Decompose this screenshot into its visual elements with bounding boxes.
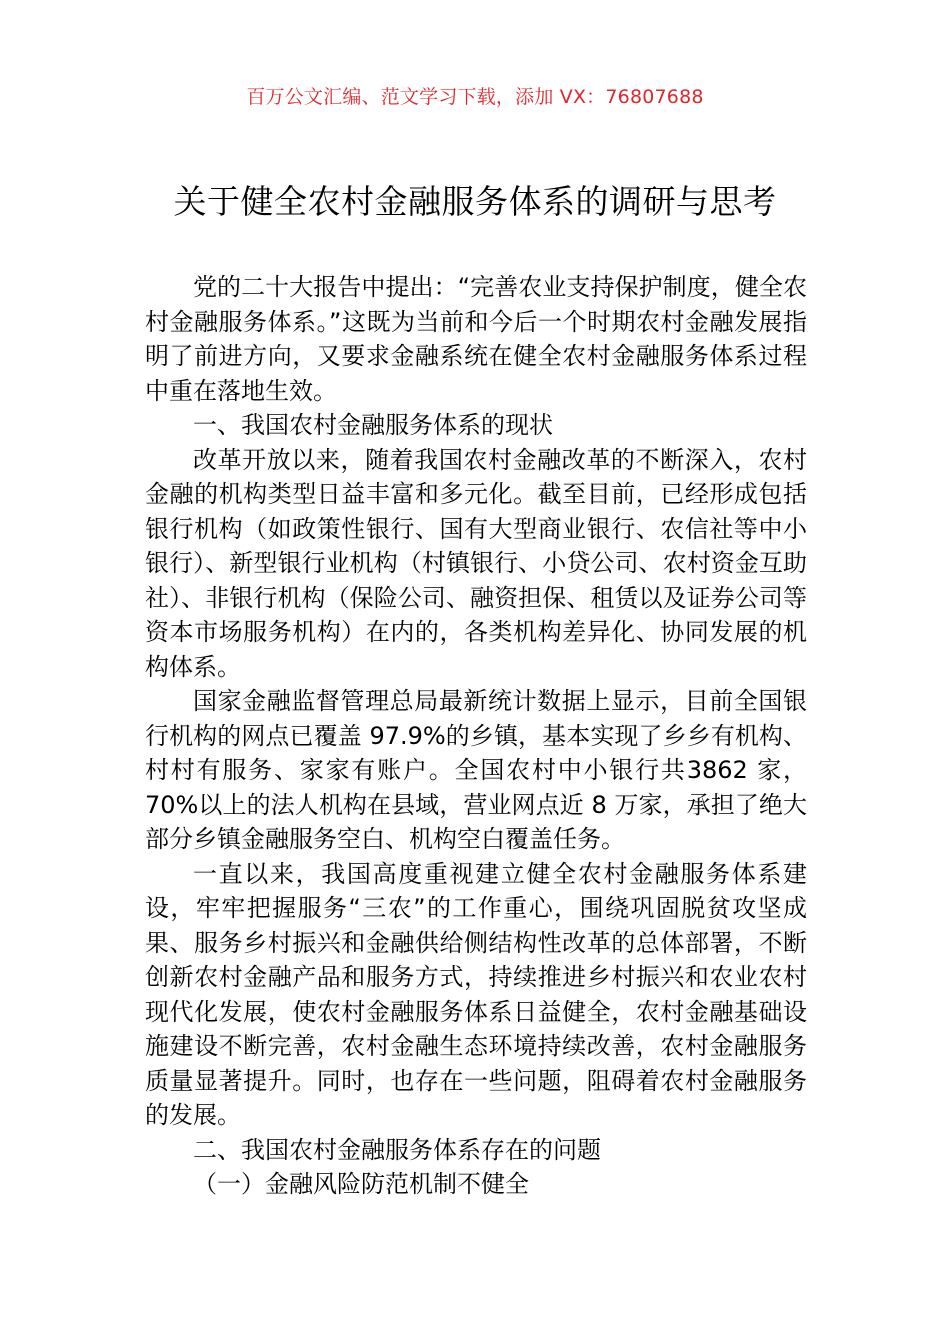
document-body	[145, 270, 807, 1202]
paragraph-intro: 党的二十大报告中提出：“完善农业支持保护制度，健全农村金融服务体系。”这既为当前和今后一个时期农村金融发展指明了前进方向，又要求金融系统在健全农村金融服务体系过程中重在落地生效。	[145, 273, 807, 405]
section-heading-1: 一、我国农村金融服务体系的现状	[193, 411, 553, 439]
paragraph-institutions: 改革开放以来，随着我国农村金融改革的不断深入，农村金融的机构类型日益丰富和多元化。截至目前，已经形成包括银行机构（如政策性银行、国有大型商业银行、农信社等中小银行）、新型银行业机构（村镇银行、小贷公司、农村资金互助社）、非银行机构（保险公司、融资担保、租赁以及证券公司等资本市场服务机构）在内的，各类机构差异化、协同发展的机构体系。	[145, 445, 807, 681]
paragraph-statistics: 国家金融监督管理总局最新统计数据上显示，目前全国银行机构的网点已覆盖 97.9%的乡镇，基本实现了乡乡有机构、村村有服务、家家有账户。全国农村中小银行共3862 家，70%以上的法人机构在县域，营业网点近 8 万家，承担了绝大部分乡镇金融服务空白、机构空白覆盖任务。	[145, 687, 807, 853]
subsection-heading-1: （一）金融风险防范机制不健全	[193, 1170, 529, 1198]
header-watermark-note: 百万公文汇编、范文学习下载，添加 VX：76807688	[246, 86, 704, 108]
paragraph-development: 一直以来，我国高度重视建立健全农村金融服务体系建设，牢牢把握服务“三农”的工作重心，围绕巩固脱贫攻坚成果、服务乡村振兴和金融供给侧结构性改革的总体部署，不断创新农村金融产品和服务方式，持续推进乡村振兴和农业农村现代化发展，使农村金融服务体系日益健全，农村金融基础设施建设不断完善，农村金融生态环境持续改善，农村金融服务质量显著提升。同时，也存在一些问题，阻碍着农村金融服务的发展。	[145, 859, 807, 1129]
document-title: 关于健全农村金融服务体系的调研与思考	[173, 182, 777, 221]
section-heading-2: 二、我国农村金融服务体系存在的问题	[193, 1135, 601, 1164]
